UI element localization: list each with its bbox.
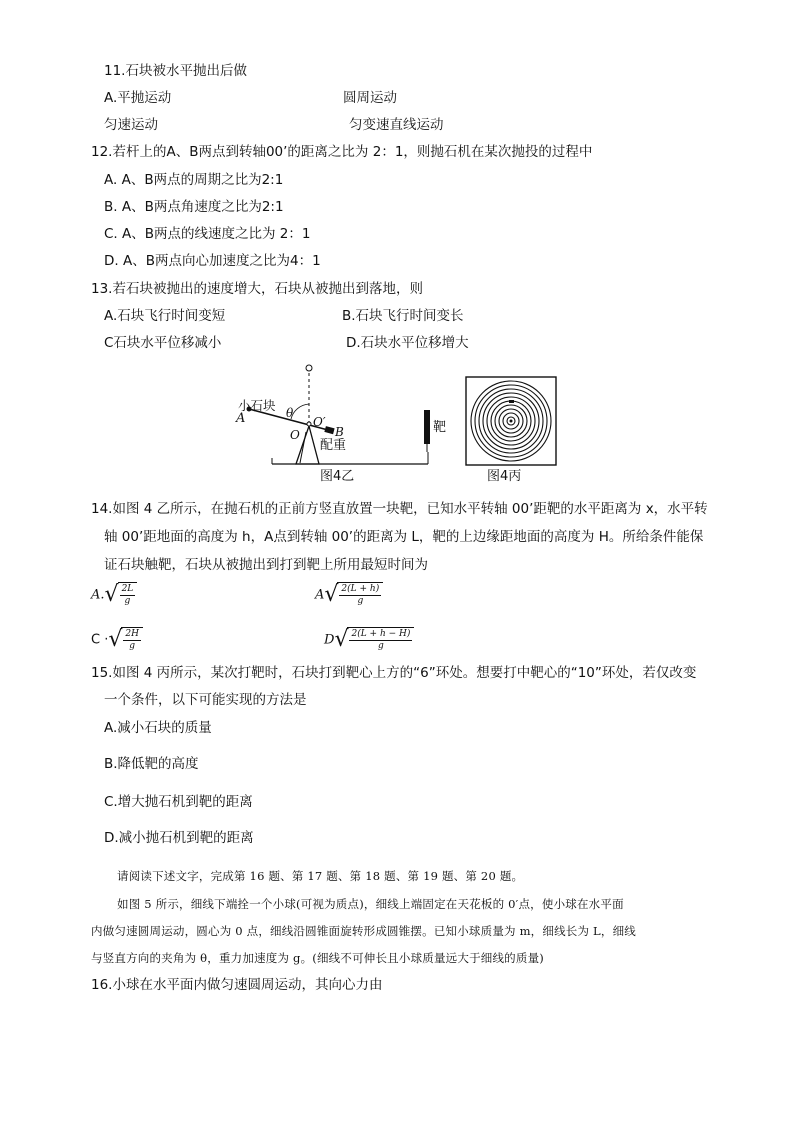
q14-option-c-prefix: C · — [91, 632, 109, 648]
q14-option-d-prefix: D — [324, 632, 335, 648]
q15-line2: 一个条件，以下可能实现的方法是 — [104, 692, 307, 708]
q14-option-d-denominator: g — [378, 641, 384, 651]
q14-option-c-denominator: g — [129, 641, 136, 651]
q15-option-d: D.减小抛石机到靶的距离 — [104, 830, 254, 846]
q12-option-b: B. A、B两点角速度之比为2:1 — [104, 199, 284, 215]
q16-stem: 16.小球在水平面内做匀速圆周运动，其向心力由 — [91, 977, 383, 993]
q14-option-b-denominator: g — [357, 596, 364, 606]
q13-option-c: C石块水平位移减小 — [104, 335, 222, 351]
q14-option-a-numerator: 2L — [121, 584, 134, 594]
label-theta: θ — [286, 406, 294, 420]
q15-line1: 15.如图 4 丙所示，某次打靶时，石块打到靶心上方的“6”环处。想要打中靶心的“10”环处，若仅改变 — [91, 665, 697, 681]
q11-stem: 11.石块被水平抛出后做 — [104, 63, 247, 79]
q11-option-a: A.平抛运动 — [104, 90, 172, 106]
q14-option-a: A.√ $\frac{2L}{g}$ — [91, 582, 137, 607]
q13-option-b: B.石块飞行时间变长 — [342, 308, 464, 324]
q14-option-c-numerator: 2H — [125, 629, 139, 639]
q12-option-c: C. A、B两点的线速度之比为 2：1 — [104, 226, 311, 242]
q14-option-c: C ·√ $\frac{2H}{g}$ — [91, 627, 143, 652]
q14-option-b-prefix: A — [315, 587, 325, 603]
q14-line2: 轴 00’距地面的高度为 h，A点到转轴 00’的距离为 L，靶的上边缘距地面的高度为 H。所给条件能保 — [104, 529, 704, 545]
q12-option-d: D. A、B两点向心加速度之比为4：1 — [104, 253, 321, 269]
q14-option-a-denominator: g — [124, 596, 131, 606]
q15-option-a: A.减小石块的质量 — [104, 720, 212, 736]
reading-line4: 与竖直方向的夹角为 θ，重力加速度为 g。(细线不可伸长且小球质量远大于细线的质量) — [91, 951, 544, 965]
target-rings-diagram — [465, 376, 557, 466]
q14-option-d: D√ $\frac{2(L + h - H)}{g}$ — [324, 627, 414, 652]
q14-option-b-numerator: 2(L + h) — [341, 584, 380, 594]
q14-line1: 14.如图 4 乙所示，在抛石机的正前方竖直放置一块靶，已知水平转轴 00’距靶的水平距离为 x，水平转 — [91, 501, 708, 517]
q15-option-b: B.降低靶的高度 — [104, 756, 199, 772]
q13-option-d: D.石块水平位移增大 — [346, 335, 469, 351]
reading-intro: 请阅读下述文字，完成第 16 题、第 17 题、第 18 题、第 19 题、第 20 题。 — [117, 869, 524, 883]
q11-option-d: 匀变速直线运动 — [349, 117, 444, 133]
q11-option-b: 圆周运动 — [343, 90, 397, 106]
label-a: A — [236, 411, 246, 426]
q12-stem: 12.若杆上的A、B两点到转轴00’的距离之比为 2：1，则抛石机在某次抛投的过程中 — [91, 144, 593, 160]
q14-line3: 证石块触靶，石块从被抛出到打到靶上所用最短时间为 — [104, 557, 428, 573]
caption-fig4-yi: 图4乙 — [320, 469, 355, 484]
label-stone: 小石块 — [238, 398, 276, 413]
reading-line2: 如图 5 所示，细线下端拴一个小球(可视为质点)，细线上端固定在天花板的 0′点，使小球在水平面 — [117, 897, 624, 911]
q13-stem: 13.若石块被抛出的速度增大，石块从被抛出到落地，则 — [91, 281, 423, 297]
q14-option-d-numerator: 2(L + h − H) — [351, 629, 411, 639]
label-target: 靶 — [433, 420, 447, 435]
q15-option-c: C.增大抛石机到靶的距离 — [104, 794, 253, 810]
q11-option-c: 匀速运动 — [104, 117, 158, 133]
label-weight: 配重 — [320, 438, 347, 453]
q14-option-a-prefix: A. — [91, 587, 105, 603]
caption-fig4-bing: 图4丙 — [487, 469, 522, 484]
q13-option-a: A.石块飞行时间变短 — [104, 308, 226, 324]
q12-option-a: A. A、B两点的周期之比为2:1 — [104, 172, 284, 188]
label-b: B — [335, 425, 344, 439]
reading-line3: 内做匀速圆周运动，圆心为 0 点，细线沿圆锥面旋转形成圆锥摆。已知小球质量为 m，细线长为 L，细线 — [91, 924, 636, 938]
q14-option-b: A√ $\frac{2(L + h)}{g}$ — [315, 582, 383, 607]
label-o: O — [290, 428, 300, 442]
label-o-prime: O′ — [313, 415, 326, 429]
